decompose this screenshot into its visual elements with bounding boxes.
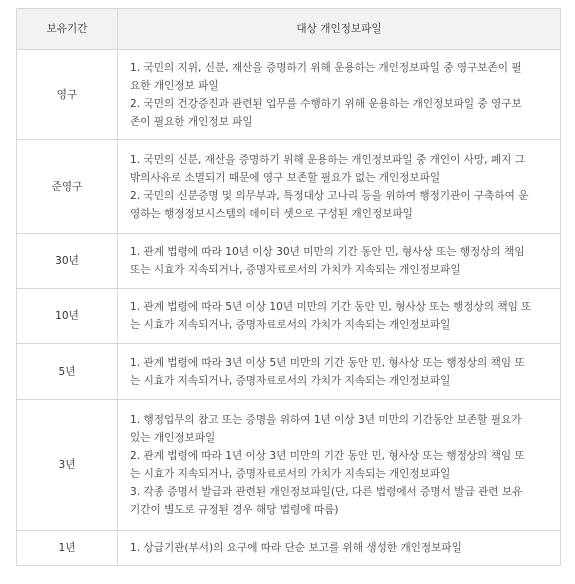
row-description: [118, 234, 561, 289]
description-line: 영하는 행정정보시스템의 데이터 셋으로 구성된 개인정보파일: [130, 207, 413, 220]
row-period: 준영구: [17, 140, 118, 234]
retention-period-table: [16, 8, 561, 566]
description-line: 2. 국민의 건강증진과 관련된 업무를 수행하기 위해 운용하는 개인정보파일 중 영구보: [130, 97, 522, 110]
table-row: [17, 531, 561, 566]
row-period: 5년: [17, 344, 118, 400]
table-row: [17, 344, 561, 400]
row-period: 1년: [17, 531, 118, 566]
description-line: 2. 국민의 신분증명 및 의무부과, 특정대상 고나리 등을 위하여 행정기관이 구축하여 운: [130, 189, 529, 202]
row-description: [118, 50, 561, 140]
row-period: 영구: [17, 50, 118, 140]
description-line: 1. 행정업무의 참고 또는 증명을 위하여 1년 이상 3년 미만의 기간동안 보존할 필요가: [130, 414, 522, 426]
description-line: 요한 개인정보 파일: [130, 79, 219, 92]
row-period: 10년: [17, 289, 118, 344]
description-line: 1. 국민의 지위, 신분, 재산을 증명하기 위해 운용하는 개인정보파일 중 영구보존이 필: [130, 61, 522, 74]
description-line: 는 시효가 지속되거나, 증명자료로서의 가치가 지속되는 개인정보파일: [130, 468, 451, 480]
description-line: 있는 개인정보파일: [130, 432, 216, 444]
description-line: 1. 관계 법령에 따라 5년 이상 10년 미만의 기간 동안 민, 형사상 또는 행정상의 책임 또: [130, 301, 532, 313]
description-line: 1. 국민의 신분, 재산을 증명하기 위해 운용하는 개인정보파일 중 개인이 사망, 폐지 그: [130, 153, 525, 166]
description-line: 3. 각종 증명서 발급과 관련된 개인정보파일(단, 다른 법령에서 증명서 발급 관련 보유: [130, 486, 523, 498]
table-row: [17, 234, 561, 289]
description-line: 는 시효가 지속되거나, 증명자료로서의 가치가 지속되는 개인정보파일: [130, 374, 451, 387]
description-line: 는 시효가 지속되거나, 증명자료로서의 가치가 지속되는 개인정보파일: [130, 319, 451, 331]
row-description: [118, 289, 561, 344]
table-row: [17, 140, 561, 234]
table-row: [17, 50, 561, 140]
table-row: [17, 400, 561, 531]
header-target-file: 대상 개인정보파일: [118, 9, 561, 50]
description-line: 밖의사유로 소멸되기 때문에 영구 보존할 필요가 없는 개인정보파일: [130, 171, 441, 184]
description-line: 2. 관계 법령에 따라 1년 이상 3년 미만의 기간 동안 민, 형사상 또는 행정상의 책임 또: [130, 450, 525, 462]
description-line: 1. 관계 법령에 따라 10년 이상 30년 미만의 기간 동안 민, 형사상 또는 행정상의 책임: [130, 246, 525, 258]
description-line: 존이 필요한 개인정보 파일: [130, 115, 253, 128]
description-line: 또는 시효가 지속되거나, 증명자료로서의 가치가 지속되는 개인정보파일: [130, 264, 461, 276]
header-retention-period: 보유기간: [17, 9, 118, 50]
retention-table-container: [16, 8, 560, 566]
row-description: [118, 140, 561, 234]
row-period: 30년: [17, 234, 118, 289]
description-line: 기간이 별도로 규정된 경우 해당 법령에 따름): [130, 504, 339, 516]
description-line: 1. 관계 법령에 따라 3년 이상 5년 미만의 기간 동안 민, 형사상 또는 행정상의 책임 또: [130, 356, 525, 369]
row-description: [118, 400, 561, 531]
table-header-row: [17, 9, 561, 50]
description-line: 1. 상급기관(부서)의 요구에 따라 단순 보고를 위해 생성한 개인정보파일: [130, 542, 462, 554]
table-row: [17, 289, 561, 344]
row-description: [118, 344, 561, 400]
row-description: [118, 531, 561, 566]
row-period: 3년: [17, 400, 118, 531]
